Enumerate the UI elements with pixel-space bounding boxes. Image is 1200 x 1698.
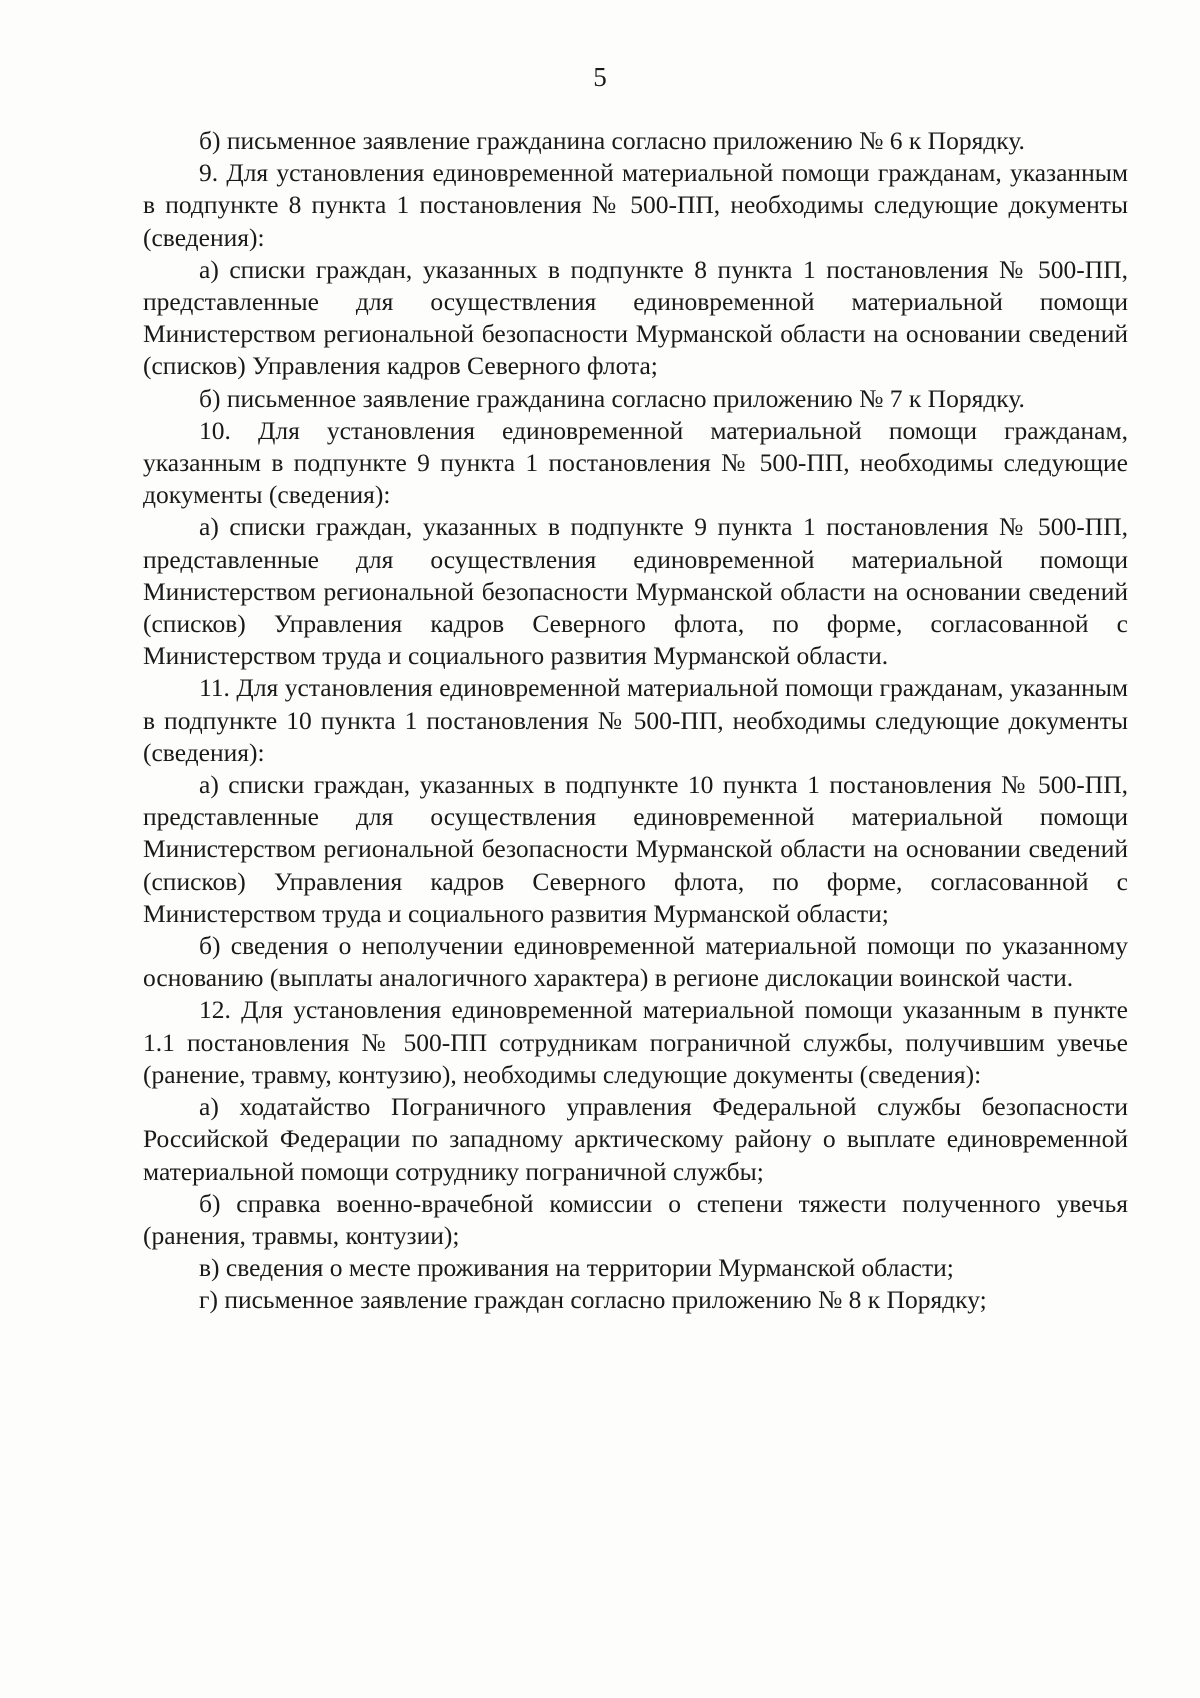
paragraph: 12. Для установления единовременной материальной помощи указанным в пункте 1.1 постановления № 500-ПП сотрудникам пограничной службы, получившим увечье (ранение, травму, контузию), необходимы следующие документы (сведения): (143, 995, 1128, 1089)
paragraph: в) сведения о месте проживания на территории Мурманской области; (199, 1253, 954, 1283)
page-number: 5 (593, 62, 607, 92)
paragraph: а) списки граждан, указанных в подпункте 10 пункта 1 постановления № 500-ПП, представленные для осуществления единовременной материальной помощи Министерством региональной безопасности Мурманской области на основании сведений (списков) Управления кадров Северного флота, по форме, согласованной с Министерством труда и социального развития Мурманской области; (143, 770, 1128, 928)
paragraph: 10. Для установления единовременной материальной помощи гражданам, указанным в подпункте 9 пункта 1 постановления № 500-ПП, необходимы следующие документы (сведения): (143, 415, 1128, 510)
document-text (143, 125, 1128, 1317)
paragraph: б) справка военно-врачебной комиссии о степени тяжести полученного увечья (ранения, травмы, контузии); (143, 1188, 1128, 1250)
paragraph: г) письменное заявление граждан согласно приложению № 8 к Порядку; (199, 1285, 987, 1315)
paragraph: а) ходатайство Пограничного управления Федеральной службы безопасности Российской Федерации по западному арктическому району о выплате единовременной материальной помощи сотруднику пограничной службы; (143, 1092, 1128, 1186)
paragraph: 9. Для установления единовременной материальной помощи гражданам, указанным в подпункте 8 пункта 1 постановления № 500-ПП, необходимы следующие документы (сведения): (143, 158, 1128, 252)
paragraph: б) письменное заявление гражданина согласно приложению № 7 к Порядку. (199, 383, 1025, 413)
paragraph: б) сведения о неполучении единовременной материальной помощи по указанному основанию (выплаты аналогичного характера) в регионе дислокации воинской части. (143, 931, 1128, 993)
paragraph: б) письменное заявление гражданина согласно приложению № 6 к Порядку. (199, 126, 1025, 155)
paragraph: а) списки граждан, указанных в подпункте 9 пункта 1 постановления № 500-ПП, представленные для осуществления единовременной материальной помощи Министерством региональной безопасности Мурманской области на основании сведений (списков) Управления кадров Северного флота, по форме, согласованной с Министерством труда и социального развития Мурманской области. (143, 512, 1128, 671)
paragraph: 11. Для установления единовременной материальной помощи гражданам, указанным в подпункте 10 пункта 1 постановления № 500-ПП, необходимы следующие документы (сведения): (143, 673, 1128, 767)
paragraph: а) списки граждан, указанных в подпункте 8 пункта 1 постановления № 500-ПП, представленные для осуществления единовременной материальной помощи Министерством региональной безопасности Мурманской области на основании сведений (списков) Управления кадров Северного флота; (143, 254, 1128, 381)
